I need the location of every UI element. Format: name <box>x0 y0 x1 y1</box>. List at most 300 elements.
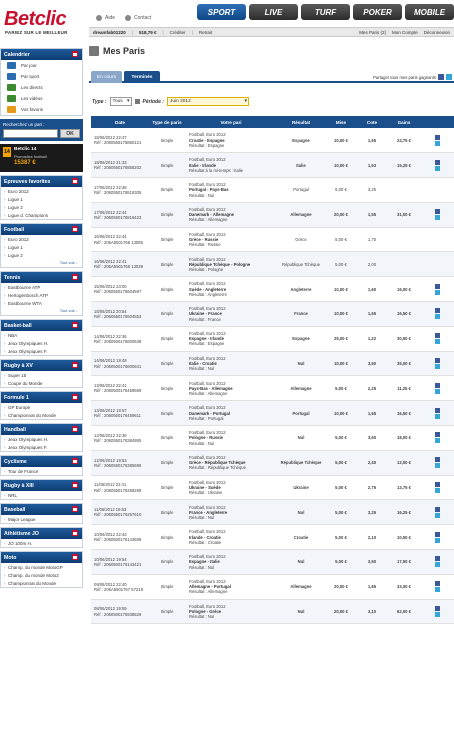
bet-ref: Réf : 2060550176258269 <box>94 487 142 493</box>
table-row[interactable] <box>91 153 454 178</box>
bet-gain: 17,50 € <box>387 550 421 575</box>
bet-odds: 2,25 <box>357 376 387 401</box>
table-row[interactable] <box>91 252 454 277</box>
bet-competition: Football, Euro 2012 <box>189 578 226 584</box>
twitter-icon[interactable] <box>435 587 440 592</box>
nav-live[interactable]: LIVE <box>249 4 298 20</box>
bet-match: Grèce - Russie <box>189 236 219 242</box>
bet-date: 13/06/2012 19:57 <box>94 407 127 413</box>
bet-type: Simple <box>149 550 185 575</box>
bet-ref: Réf : 2060550176604553 <box>94 313 142 319</box>
facebook-icon[interactable] <box>435 383 440 388</box>
bet-pick: Portugal <box>277 178 325 203</box>
bet-result-text: Résultat : Nul <box>189 564 215 570</box>
bet-competition: Football, Euro 2012 <box>189 182 226 188</box>
bet-date: 17/06/2012 22:48 <box>94 184 127 190</box>
bet-pick: Espagne <box>277 128 325 153</box>
bet-match: Allemagne - Portugal <box>189 584 231 590</box>
bet-competition: Football, Euro 2012 <box>189 405 226 411</box>
bet-match: Espagne - Italie <box>189 559 220 565</box>
sport-section-header[interactable]: Baseball <box>1 504 82 515</box>
bet-stake: 20,00 € <box>325 599 357 624</box>
main-content <box>89 44 454 620</box>
bet-competition: Football, Euro 2012 <box>189 306 226 312</box>
bet-result-text: Résultat : France <box>189 316 221 322</box>
bet-match: Croatie - Espagne <box>189 137 225 143</box>
bets-table <box>91 116 454 624</box>
sport-section <box>0 479 83 500</box>
table-row[interactable] <box>91 277 454 302</box>
bet-match: Italie - Irlande <box>189 162 216 168</box>
bet-odds: 3,25 <box>357 178 387 203</box>
twitter-icon[interactable] <box>446 74 452 80</box>
table-row[interactable] <box>91 475 454 500</box>
calendar-icon <box>72 458 78 464</box>
sidebar-item-per-sport[interactable]: Par sport <box>1 71 82 82</box>
table-row[interactable] <box>91 500 454 525</box>
bet-result-text: Résultat : Allemagne <box>189 390 228 396</box>
table-row[interactable] <box>91 550 454 575</box>
bet-odds: 2,40 <box>357 450 387 475</box>
bet-stake: 10,00 € <box>325 153 357 178</box>
twitter-icon[interactable] <box>435 364 440 369</box>
twitter-icon[interactable] <box>435 513 440 518</box>
bet-stake: 20,00 € <box>325 202 357 227</box>
bet-pick: Nul <box>277 550 325 575</box>
bet-competition: Football, Euro 2012 <box>189 529 226 535</box>
bet-competition: Football, Euro 2012 <box>189 380 226 386</box>
bet-type: Simple <box>149 525 185 550</box>
sport-section <box>0 391 83 420</box>
bet-competition: Football, Euro 2012 <box>189 132 226 138</box>
bet-gain: 16,25 € <box>387 500 421 525</box>
twitter-icon[interactable] <box>435 463 440 468</box>
nav-mobile[interactable]: MOBILE <box>405 4 454 20</box>
sidebar-item-per-day[interactable]: Par jour <box>1 60 82 71</box>
twitter-icon[interactable] <box>435 538 440 543</box>
calendar-icon <box>72 51 78 57</box>
sidebar-competition-link[interactable]: › Championnat du Monde <box>1 579 82 587</box>
bet-date: 17/06/2012 22:44 <box>94 209 127 215</box>
facebook-icon[interactable] <box>435 284 440 289</box>
bet-ref: Réf : 2060550176385696 <box>94 462 142 468</box>
bet-odds: 1,60 <box>357 277 387 302</box>
bet-date: 11/06/2012 19:53 <box>94 507 127 513</box>
table-row[interactable] <box>91 302 454 327</box>
bet-pick: Allemagne <box>277 574 325 599</box>
bet-type: Simple <box>149 252 185 277</box>
help-icon <box>96 15 102 21</box>
facebook-icon[interactable] <box>435 556 440 561</box>
sport-section <box>0 551 83 588</box>
bet-ref: Réf : 2060550176604597 <box>94 289 142 295</box>
sport-section <box>0 175 83 220</box>
calendar-icon <box>72 530 78 536</box>
table-row[interactable] <box>91 227 454 252</box>
bet-stake: 5,00 € <box>325 252 357 277</box>
bet-odds: 3,25 <box>357 500 387 525</box>
bet-ref: Réf : 206A5501767 57219 <box>94 586 143 592</box>
facebook-icon[interactable] <box>435 358 440 363</box>
sidebar-competition-link[interactable]: › Euro 2012 <box>1 187 82 195</box>
sidebar-competition-link[interactable]: › Jeux Olympiques F. <box>1 347 82 355</box>
sport-section-header[interactable]: Handball <box>1 424 82 435</box>
twitter-icon[interactable] <box>435 438 440 443</box>
bet-pick: Nul <box>277 599 325 624</box>
share-all-winning[interactable]: Partager tous mes paris gagnants <box>373 74 452 80</box>
top-links <box>96 15 151 21</box>
twitter-icon[interactable] <box>435 314 440 319</box>
sport-section <box>0 455 83 476</box>
betclic14-promo[interactable]: 14 Betclic 14 Pronostics football 15387 € <box>0 144 83 172</box>
bet-competition: Football, Euro 2012 <box>189 231 226 237</box>
table-row[interactable] <box>91 599 454 624</box>
sidebar-competition-link[interactable]: › Eastbourne ATP <box>1 283 82 291</box>
sidebar-competition-link[interactable]: › Ligue 1 <box>1 195 82 203</box>
sidebar-competition-link[interactable]: › Eastbourne WTA <box>1 299 82 307</box>
facebook-icon[interactable] <box>435 581 440 586</box>
filter-bar: Type : Tous ▾ Période : Juin 2012 ▾ <box>92 97 249 106</box>
bet-match: Pologne - Grèce <box>189 608 222 614</box>
sidebar-competition-link[interactable]: › NBA <box>1 331 82 339</box>
bet-match: Espagne - Irlande <box>189 336 224 342</box>
sidebar-competition-link[interactable]: › Coupe du Monde <box>1 379 82 387</box>
facebook-icon[interactable] <box>435 457 440 462</box>
bet-date: 09/06/2012 22:40 <box>94 581 127 587</box>
sidebar-competition-link[interactable]: › Ligue 1 <box>1 243 82 251</box>
credit-link[interactable]: Créditer <box>169 29 186 35</box>
bet-result-text: Résultat : Nul <box>189 192 215 198</box>
nav-turf[interactable]: TURF <box>301 4 350 20</box>
betclic-logo[interactable]: Betclic <box>4 8 67 30</box>
bet-ref: Réf : 2060500176600538 <box>94 338 142 344</box>
sport-section-header[interactable]: Football <box>1 224 82 235</box>
table-row[interactable] <box>91 128 454 153</box>
bet-match: Irlande - Croatie <box>189 534 221 540</box>
sport-section <box>0 503 83 524</box>
bet-ref: Réf : 2060500176143421 <box>94 561 142 567</box>
logout-link[interactable]: Déconnexion <box>423 29 450 35</box>
bet-odds: 2,00 <box>357 252 387 277</box>
sport-section-header[interactable]: Tennis <box>1 272 82 283</box>
table-row[interactable] <box>91 351 454 376</box>
bet-result-text: Résultat : Angleterre <box>189 291 227 297</box>
main-nav <box>197 4 454 20</box>
balance: 518,79 € <box>138 29 157 35</box>
bet-match: Italie - Croatie <box>189 360 217 366</box>
calendar-icon <box>72 394 78 400</box>
bet-result-text: Résultat : République Tchèque <box>189 465 246 471</box>
bet-odds: 3,10 <box>357 599 387 624</box>
table-row[interactable] <box>91 401 454 426</box>
bet-type: Simple <box>149 153 185 178</box>
bet-odds: 1,65 <box>357 574 387 599</box>
sidebar-item-live[interactable]: Les directs <box>1 82 82 93</box>
facebook-icon[interactable] <box>435 333 440 338</box>
live-icon <box>7 84 16 91</box>
sport-section-header[interactable]: Rugby à XIII <box>1 480 82 491</box>
bet-competition: Football, Euro 2012 <box>189 430 226 436</box>
bet-match: Ukraine - France <box>189 311 222 317</box>
bet-ref: Réf : 206A5501768 13039 <box>94 264 143 270</box>
facebook-icon[interactable] <box>435 532 440 537</box>
calendar-icon <box>72 274 78 280</box>
facebook-icon[interactable] <box>435 135 440 140</box>
bet-result-text: Résultat : Allemagne <box>189 217 228 223</box>
calendar-icon <box>72 482 78 488</box>
bet-type: Simple <box>149 128 185 153</box>
bet-match: République Tchèque - Pologne <box>189 261 251 267</box>
bet-pick: Portugal <box>277 401 325 426</box>
bet-match: Grèce - République Tchèque <box>189 460 246 466</box>
table-row[interactable] <box>91 202 454 227</box>
bet-result-text: Résultat : Espagne <box>189 341 225 347</box>
table-row[interactable] <box>91 574 454 599</box>
bet-type: Simple <box>149 475 185 500</box>
table-row[interactable] <box>91 178 454 203</box>
bet-ref: Réf : 2060500176143609 <box>94 537 142 543</box>
bet-competition: Football, Euro 2012 <box>189 479 226 485</box>
bet-result-text: Résultat : Nul <box>189 440 215 446</box>
bet-date: 11/06/2012 22:41 <box>94 482 127 488</box>
facebook-icon[interactable] <box>435 308 440 313</box>
twitter-icon[interactable] <box>435 166 440 171</box>
bet-stake: 5,00 € <box>325 178 357 203</box>
twitter-icon[interactable] <box>435 414 440 419</box>
sidebar-item-videos[interactable]: Les vidéos <box>1 93 82 104</box>
bet-type: Simple <box>149 426 185 451</box>
bet-odds: 2,75 <box>357 475 387 500</box>
sidebar-competition-link[interactable]: › Super 15 <box>1 371 82 379</box>
bet-competition: Football, Euro 2012 <box>189 603 226 609</box>
bet-gain: 35,00 € <box>387 351 421 376</box>
sport-section-header[interactable]: Formule 1 <box>1 392 82 403</box>
bet-pick: France <box>277 302 325 327</box>
sidebar-competition-link[interactable]: › Championnat du Monde <box>1 411 82 419</box>
twitter-icon[interactable] <box>435 562 440 567</box>
sidebar-competition-link[interactable]: › Champ. du monde Moto2 <box>1 571 82 579</box>
bet-date: 08/06/2012 19:59 <box>94 606 127 612</box>
page-title: Mes Paris <box>89 44 454 58</box>
twitter-icon[interactable] <box>435 290 440 295</box>
bet-date: 10/06/2012 22:43 <box>94 531 127 537</box>
calendar-icon <box>72 506 78 512</box>
bet-pick: Italie <box>277 153 325 178</box>
sidebar-competition-link[interactable]: › Major League <box>1 515 82 523</box>
sidebar-competition-link[interactable]: › Hertogenbosch ATP <box>1 291 82 299</box>
bet-ref: Réf : 2060550176384865 <box>94 437 142 443</box>
tab-finished[interactable]: Terminés <box>124 71 160 83</box>
help-link[interactable]: Aide <box>96 15 115 21</box>
bet-odds: 3,60 <box>357 426 387 451</box>
bet-result-text: Résultat : Allemagne <box>189 589 228 595</box>
bet-date: 16/06/2012 22:44 <box>94 234 127 240</box>
sidebar-competition-link[interactable]: › NRL <box>1 491 82 499</box>
sidebar-competition-link[interactable]: › Ligue 2 <box>1 251 82 259</box>
bet-pick: Angleterre <box>277 277 325 302</box>
twitter-icon[interactable] <box>435 339 440 344</box>
sidebar-competition-link[interactable]: › Champ. du monde MotoGP <box>1 563 82 571</box>
facebook-icon[interactable] <box>435 482 440 487</box>
sidebar-competition-link[interactable]: › Ligue 2 <box>1 203 82 211</box>
bet-type: Simple <box>149 500 185 525</box>
facebook-icon[interactable] <box>435 507 440 512</box>
bet-gain: 24,75 € <box>387 128 421 153</box>
sport-section-header[interactable]: Athlétisme JO <box>1 528 82 539</box>
bet-stake: 10,00 € <box>325 351 357 376</box>
facebook-icon[interactable] <box>435 432 440 437</box>
withdraw-link[interactable]: Retrait <box>198 29 213 35</box>
bet-gain: 12,00 € <box>387 450 421 475</box>
facebook-icon[interactable] <box>435 209 440 214</box>
bet-pick: République Tchèque <box>277 252 325 277</box>
see-all-link[interactable]: Tout voir... <box>59 260 78 265</box>
type-select[interactable]: Tous ▾ <box>110 97 132 106</box>
calendar-day-icon <box>7 62 16 69</box>
facebook-icon[interactable] <box>435 160 440 165</box>
sport-section <box>0 223 83 268</box>
bet-pick: Nul <box>277 426 325 451</box>
bet-stake: 5,00 € <box>325 550 357 575</box>
calendar-header: Calendrier <box>1 49 82 60</box>
bet-result-text: Résultat : Ukraine <box>189 490 223 496</box>
bet-stake: 10,00 € <box>325 302 357 327</box>
sidebar <box>0 48 83 591</box>
period-select[interactable]: Juin 2012 ▾ <box>167 97 249 106</box>
star-icon <box>7 106 16 113</box>
sidebar-competition-link[interactable]: › JO 100m H. <box>1 539 82 547</box>
bet-ref: Réf : 206A5501768 13085 <box>94 239 143 245</box>
bet-ref: Réf : 2060500176459611 <box>94 413 141 419</box>
bet-competition: Football, Euro 2012 <box>189 454 226 460</box>
bet-gain: 16,00 € <box>387 277 421 302</box>
sport-section-header[interactable]: Moto <box>1 552 82 563</box>
sidebar-competition-link[interactable]: › Jeux Olympiques F. <box>1 443 82 451</box>
bet-result-text: Résultat à la mi-temps : Italie <box>189 167 243 173</box>
bet-search: Recherchez un pari : OK <box>0 119 83 141</box>
bet-stake: 10,00 € <box>325 401 357 426</box>
bet-stake: 5,00 € <box>325 475 357 500</box>
bet-type: Simple <box>149 227 185 252</box>
table-row[interactable] <box>91 450 454 475</box>
sidebar-competition-link[interactable]: › Ligue d. Champions <box>1 211 82 219</box>
video-icon <box>7 95 16 102</box>
bet-type: Simple <box>149 450 185 475</box>
nav-sport[interactable]: SPORT <box>197 4 246 20</box>
bet-match: Ukraine - Suède <box>189 484 221 490</box>
table-row[interactable] <box>91 426 454 451</box>
sidebar-competition-link[interactable]: › GP Europe <box>1 403 82 411</box>
bet-odds: 1,53 <box>357 153 387 178</box>
contact-icon <box>125 15 131 21</box>
bet-odds: 1,55 <box>357 202 387 227</box>
bet-gain: 30,50 € <box>387 326 421 351</box>
bet-odds: 1,65 <box>357 401 387 426</box>
bet-result-text: Résultat : Nul <box>189 614 215 620</box>
bet-gain: 16,50 € <box>387 401 421 426</box>
bet-pick: République Tchèque <box>277 450 325 475</box>
table-row[interactable] <box>91 376 454 401</box>
sport-section <box>0 271 83 316</box>
sport-icon <box>7 73 16 80</box>
sidebar-item-favorites[interactable]: Vos favoris <box>1 104 82 115</box>
twitter-icon[interactable] <box>435 488 440 493</box>
bet-date: 12/06/2012 19:53 <box>94 457 127 463</box>
bet-gain: 13,75 € <box>387 475 421 500</box>
sport-section <box>0 359 83 388</box>
sidebar-competition-link[interactable]: › Tour de France <box>1 467 82 475</box>
bet-search-input[interactable] <box>3 129 58 138</box>
bet-competition: Football, Euro 2012 <box>189 330 226 336</box>
calendar-box <box>0 48 83 116</box>
facebook-icon[interactable] <box>435 606 440 611</box>
bet-type: Simple <box>149 202 185 227</box>
sidebar-competition-link[interactable]: › Euro 2012 <box>1 235 82 243</box>
bet-ref: Réf : 2060500176459669 <box>94 388 142 394</box>
contact-link[interactable]: Contact <box>125 15 151 21</box>
see-all-link[interactable]: Tout voir... <box>59 308 78 313</box>
facebook-icon[interactable] <box>435 408 440 413</box>
bets-icon <box>89 46 99 56</box>
bet-type: Simple <box>149 401 185 426</box>
bet-date: 18/06/2012 21:33 <box>94 159 127 165</box>
bet-stake: 25,00 € <box>325 326 357 351</box>
table-row[interactable] <box>91 525 454 550</box>
twitter-icon[interactable] <box>435 389 440 394</box>
bet-type: Simple <box>149 178 185 203</box>
tab-in-progress[interactable]: En cours <box>91 71 122 83</box>
calendar-icon <box>72 362 78 368</box>
table-row[interactable] <box>91 326 454 351</box>
nav-poker[interactable]: POKER <box>353 4 402 20</box>
bet-stake: 5,00 € <box>325 525 357 550</box>
facebook-icon[interactable] <box>438 74 444 80</box>
bet-odds: 1,70 <box>357 227 387 252</box>
bet-gain <box>387 178 421 203</box>
bet-odds: 1,65 <box>357 302 387 327</box>
my-account-link[interactable]: Mon Compte <box>391 29 418 35</box>
bet-type: Simple <box>149 326 185 351</box>
sport-section-header[interactable]: Rugby à XV <box>1 360 82 371</box>
bet-result-text: Résultat : Nul <box>189 514 215 520</box>
sport-section <box>0 527 83 548</box>
bet-gain: 16,50 € <box>387 302 421 327</box>
sidebar-competition-link[interactable]: › Jeux Olympiques H. <box>1 339 82 347</box>
bet-type: Simple <box>149 599 185 624</box>
sport-section-header[interactable]: Epreuves favorites <box>1 176 82 187</box>
bet-type: Simple <box>149 376 185 401</box>
bet-match: Portugal - Pays-Bas <box>189 187 229 193</box>
sport-section-header[interactable]: Cyclisme <box>1 456 82 467</box>
bet-gain: 62,00 € <box>387 599 421 624</box>
twitter-icon[interactable] <box>435 141 440 146</box>
bet-ref: Réf : 2060500176600841 <box>94 363 142 369</box>
bet-match: Danemark - Allemagne <box>189 212 234 218</box>
my-bets-link[interactable]: Mes Paris (2) <box>359 29 386 35</box>
bet-ref: Réf : 2060550176816423 <box>94 214 142 220</box>
search-ok-button[interactable]: OK <box>60 129 80 138</box>
sport-section-header[interactable]: Basket-ball <box>1 320 82 331</box>
calendar-icon <box>72 554 78 560</box>
bet-odds: 1,22 <box>357 326 387 351</box>
twitter-icon[interactable] <box>435 612 440 617</box>
bet-result-text: Résultat : Croatie <box>189 539 222 545</box>
bet-pick: Nul <box>277 500 325 525</box>
twitter-icon[interactable] <box>435 215 440 220</box>
account-links <box>359 30 450 35</box>
bet-stake: 5,00 € <box>325 376 357 401</box>
sidebar-competition-link[interactable]: › Jeux Olympiques H. <box>1 435 82 443</box>
